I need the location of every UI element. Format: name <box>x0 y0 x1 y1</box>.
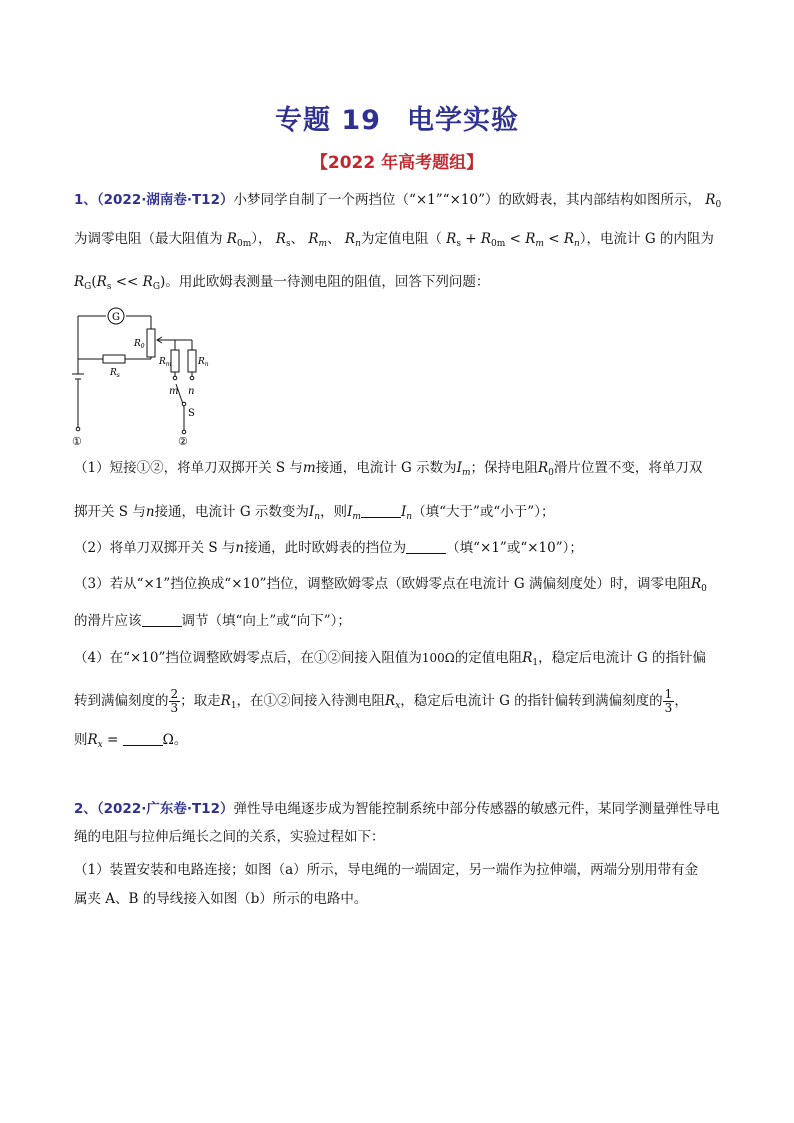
m-label: m <box>169 386 179 397</box>
terminal-1-label: ① <box>72 435 82 447</box>
page-title: 专题 19 电学实验 <box>275 105 519 136</box>
q2-line-2: 绳的电阻与拉伸后绳长之间的关系，实验过程如下： <box>74 829 385 845</box>
answer-blank-4[interactable] <box>123 731 163 746</box>
q1-part4-line-1: （4）在“×10”挡位调整欧姆零点后，在①②间接入阻值为100Ω的定值电阻$R_1$，稳定后电流计 G 的指针偏 <box>74 650 707 668</box>
answer-blank-3[interactable] <box>142 612 182 627</box>
q1-line-1: 1、（2022·湖南卷·T12）小梦同学自制了一个两挡位（“×1”“×10”）的欧姆表，其内部结构如图所示， $R_0$ <box>74 192 722 210</box>
answer-blank-1[interactable] <box>361 503 401 518</box>
rm-label: $R_m$ <box>159 357 172 368</box>
q2-line-4: 属夹 A、B 的导线接入如图（b）所示的电路中。 <box>74 891 368 907</box>
section-subtitle: 【2022 年高考题组】 <box>310 153 484 173</box>
answer-blank-2[interactable] <box>406 539 446 554</box>
r0-label: $R_0$ <box>134 339 145 350</box>
q2-line-1: 2、（2022·广东卷·T12）弹性导电绳逐步成为智能控制系统中部分传感器的敏感元件，某同学测量弹性导电 <box>74 801 720 817</box>
q1-line-3: $R_G(R_s << R_G)$。用此欧姆表测量一待测电阻的阻值，回答下列问题： <box>74 274 490 292</box>
q1-part1-line-2: 掷开关 S 与n接通，电流计 G 示数变为$I_n$，则$I_m$ $I_n$（填“大于”或“小于”）； <box>74 504 555 522</box>
terminal-2-label: ② <box>178 435 188 447</box>
q2-label: 2、（2022·广东卷·T12） <box>74 801 234 817</box>
q1-part4-line-3: 则$R_x = \Omega$。 <box>74 732 188 750</box>
rn-label: $R_n$ <box>198 357 209 368</box>
rs-label: $R_s$ <box>110 368 120 379</box>
fraction-two-thirds: $\frac{2}{3}$ <box>170 687 179 715</box>
q1-line-2: 为调零电阻（最大阻值为 $R_{0m}$）， $R_s$、 $R_m$、 $R_n$为定值电阻（ $R_s + R_{0m} < R_m < R_n$），电流计 G 的内阻为 <box>74 231 714 249</box>
q1-part2-line: （2）将单刀双掷开关 S 与n接通，此时欧姆表的挡位为 （填“×1”或“×10”）； <box>74 540 583 556</box>
q1-part3-line-1: （3）若从“×1”挡位换成“×10”挡位，调整欧姆零点（欧姆零点在电流计 G 满偏刻度处）时，调零电阻$R_0$ <box>74 576 707 594</box>
q1-label: 1、（2022·湖南卷·T12） <box>74 192 234 208</box>
q2-line-3: （1）装置安装和电路连接；如图（a）所示，导电绳的一端固定，另一端作为拉伸端，两端分别用带有金 <box>74 862 699 878</box>
switch-label: S <box>188 408 195 419</box>
ohmmeter-circuit-diagram <box>68 302 228 447</box>
n-label: n <box>188 386 195 397</box>
q1-part4-line-2: 转到满偏刻度的 $\frac{2}{3}$ ；取走$R_1$，在①②间接入待测电阻$R_x$，稳定后电流计 G 的指针偏转到满偏刻度的 $\frac{1}{3}$ ， <box>74 687 688 715</box>
fraction-one-third: $\frac{1}{3}$ <box>664 687 673 715</box>
q1-part3-line-2: 的滑片应该 调节（填“向上”或“向下”）； <box>74 613 351 629</box>
galvanometer-label: G <box>112 312 120 323</box>
q1-part1-line-1: （1）短接①②，将单刀双掷开关 S 与m接通，电流计 G 示数为$I_m$；保持电阻$R_0$滑片位置不变，将单刀双 <box>74 460 703 478</box>
